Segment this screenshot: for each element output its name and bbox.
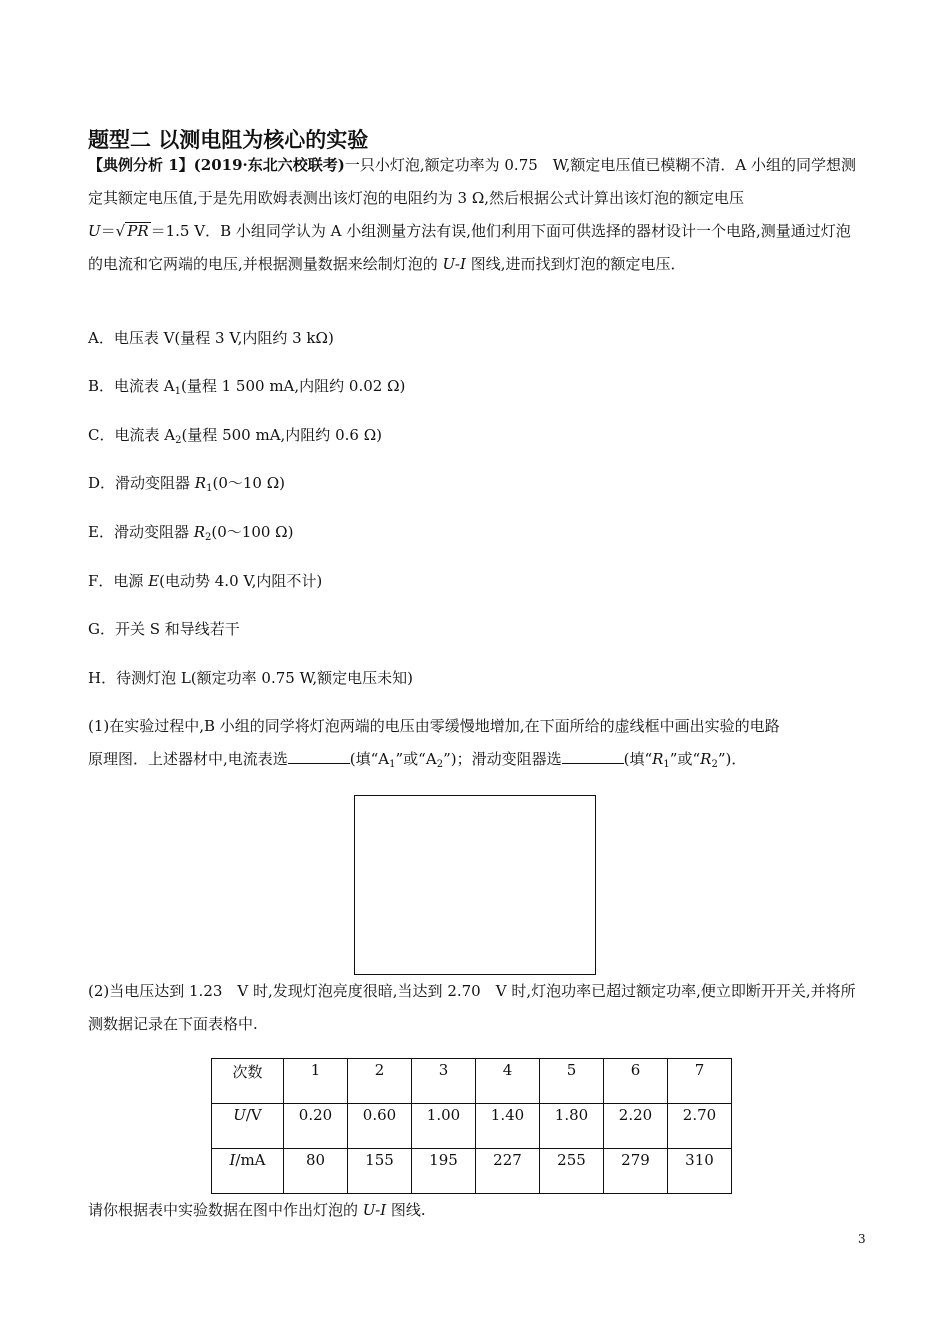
table-cell-u-label [212, 1104, 284, 1149]
option-e-var: R [193, 523, 206, 541]
page-title: 题型二 以测电阻为核心的实验 [88, 128, 369, 152]
table-cell: 2 [348, 1059, 412, 1104]
intro-text-1: 一只小灯泡,额定功率为 0.75 W,额定电压值已模糊不清．A 小组的同学想测定其额定电压值,于是先用欧姆表测出该灯泡的电阻约为 3 Ω,然后根据公式计算出该灯泡的额定电压 [88, 156, 856, 207]
table-cell: 4 [476, 1059, 540, 1104]
question-1-line-2 [88, 749, 746, 769]
sqrt-icon: √ [115, 222, 126, 240]
table-cell: 310 [668, 1149, 732, 1194]
example-source: (2019·东北六校联考) [193, 156, 345, 174]
q1-text-j: ”或“ [669, 750, 701, 768]
table-cell-header-label: 次数 [212, 1059, 284, 1104]
intro-paragraph [88, 149, 864, 281]
table-cell: 6 [604, 1059, 668, 1104]
table-cell: 2.70 [668, 1104, 732, 1149]
closing-var: U-I [362, 1201, 387, 1219]
formula-u: U [88, 222, 101, 240]
i-var: I [229, 1151, 236, 1169]
q1-sub-c: 1 [389, 759, 396, 770]
option-f-post: (电动势 4.0 V,内阻不计) [159, 572, 323, 590]
option-b-pre: B．电流表 A [88, 377, 175, 395]
table-cell-i-label [212, 1149, 284, 1194]
table-cell: 0.20 [284, 1104, 348, 1149]
question-2: (2)当电压达到 1.23 V 时,发现灯泡亮度很暗,当达到 2.70 V 时,灯泡功率已超过额定功率,便立即断开开关,并将所测数据记录在下面表格中. [88, 982, 856, 1033]
table-cell: 3 [412, 1059, 476, 1104]
option-h: H．待测灯泡 L(额定功率 0.75 W,额定电压未知) [88, 669, 414, 687]
question-1-line-1: (1)在实验过程中,B 小组的同学将灯泡两端的电压由零缓慢地增加,在下面所给的虚线框中画出实验的电路 [88, 717, 780, 735]
q1-sub-l: 2 [711, 759, 718, 770]
option-f-pre: F．电源 [88, 572, 149, 590]
table-cell: 255 [540, 1149, 604, 1194]
q1-text-f: ”)；滑动变阻器选 [443, 750, 562, 768]
table-cell: 227 [476, 1149, 540, 1194]
option-d-post: (0～10 Ω) [212, 474, 286, 492]
table-cell: 1.00 [412, 1104, 476, 1149]
q1-text-a: 原理图．上述器材中,电流表选 [88, 750, 288, 768]
formula-rest: ＝1.5 V．B 小组同学认为 A 小组测量方法有误,他们利用下面可供选择的器材设计一个电路,测量通过灯泡的电流和它两端的电压,并根据测量数据来绘制灯泡的 [88, 222, 851, 273]
option-d [88, 473, 285, 493]
option-g: G．开关 S 和导线若干 [88, 620, 240, 638]
formula-ui: U-I [442, 255, 466, 273]
formula-eq: ＝ [100, 222, 116, 240]
table-cell: 5 [540, 1059, 604, 1104]
option-e-pre: E．滑动变阻器 [88, 523, 194, 541]
option-c-sub: 2 [175, 435, 182, 446]
option-f [88, 571, 322, 591]
q1-text-m: ”)． [717, 750, 747, 768]
option-f-var: E [148, 572, 160, 590]
option-a: A．电压表 V(量程 3 V,内阻约 3 kΩ) [88, 329, 334, 347]
option-e [88, 522, 293, 542]
answer-blank-ammeter[interactable] [288, 749, 350, 764]
table-cell: 279 [604, 1149, 668, 1194]
table-cell: 195 [412, 1149, 476, 1194]
q1-sub-e: 2 [436, 759, 444, 770]
option-e-sub: 2 [205, 532, 212, 543]
option-b [88, 376, 405, 396]
closing-instruction [88, 1200, 426, 1220]
table-cell: 155 [348, 1149, 412, 1194]
page-number: 3 [858, 1232, 866, 1246]
table-cell: 1.40 [476, 1104, 540, 1149]
closing-post: 图线. [386, 1201, 426, 1219]
option-d-var: R [194, 474, 207, 492]
q1-text-b: (填“A [349, 750, 390, 768]
q1-text-g: (填“ [623, 750, 653, 768]
table-row-voltage [212, 1104, 732, 1149]
table-cell: 80 [284, 1149, 348, 1194]
q1-text-d: ”或“A [395, 750, 437, 768]
table-cell: 0.60 [348, 1104, 412, 1149]
data-table [211, 1058, 732, 1194]
option-c-pre: C．电流表 A [88, 426, 176, 444]
table-cell: 1.80 [540, 1104, 604, 1149]
table-row-header [212, 1059, 732, 1104]
q1-var-h: R [652, 750, 664, 768]
circuit-drawing-box[interactable] [354, 795, 596, 975]
option-b-sub: 1 [174, 386, 181, 397]
table-cell: 1 [284, 1059, 348, 1104]
table-cell: 7 [668, 1059, 732, 1104]
q1-sub-i: 1 [663, 759, 670, 770]
option-c [88, 425, 382, 445]
option-d-sub: 1 [206, 483, 213, 494]
option-e-post: (0～100 Ω) [211, 523, 294, 541]
answer-blank-rheostat[interactable] [562, 749, 624, 764]
closing-pre: 请你根据表中实验数据在图中作出灯泡的 [88, 1201, 363, 1219]
i-unit: /mA [235, 1151, 266, 1169]
example-tag: 【典例分析 1】 [88, 156, 194, 174]
intro-text-2: 图线,进而找到灯泡的额定电压． [465, 255, 686, 273]
table-cell: 2.20 [604, 1104, 668, 1149]
option-b-post: (量程 1 500 mA,内阻约 0.02 Ω) [181, 377, 406, 395]
q1-var-k: R [700, 750, 712, 768]
table-row-current [212, 1149, 732, 1194]
u-var: U [233, 1106, 246, 1124]
option-c-post: (量程 500 mA,内阻约 0.6 Ω) [181, 426, 382, 444]
u-unit: /V [245, 1106, 262, 1124]
formula-root: PR [127, 222, 149, 240]
option-d-pre: D．滑动变阻器 [88, 474, 195, 492]
